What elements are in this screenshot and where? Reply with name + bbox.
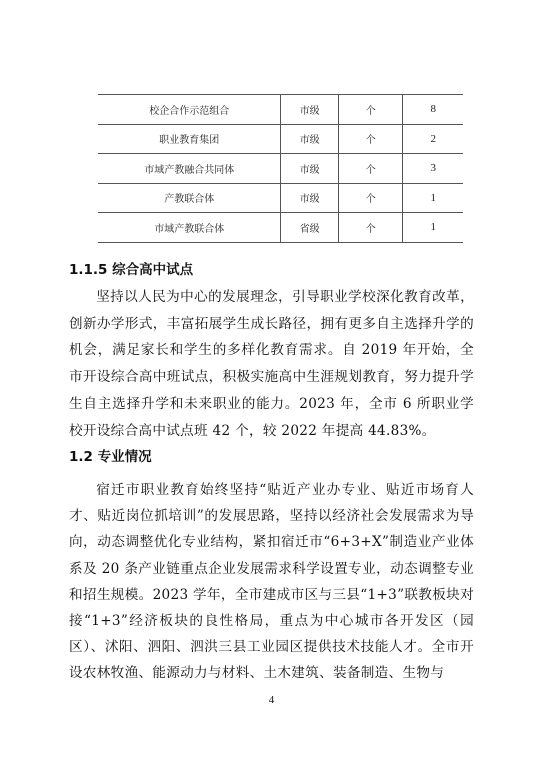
table-cell-count: 2 [403,124,463,154]
table-row [98,213,463,243]
table-cell-count: 3 [403,154,463,184]
table-cell-unit: 个 [338,154,403,184]
table-cell-level: 省级 [281,213,339,243]
section-heading: 1.1.5 综合高中试点 [69,262,194,278]
table-cell-level: 市级 [281,95,339,125]
table-row [98,183,463,213]
table-cell-name: 产教联合体 [98,183,281,213]
stats-table [98,94,463,243]
table-cell-level: 市级 [281,124,339,154]
table-cell-count: 1 [403,213,463,243]
section-heading: 1.2 专业情况 [69,449,152,465]
section-paragraph: 宿迁市职业教育始终坚持“贴近产业办专业、贴近市场育人才、贴近岗位抓培训”的发展思路，坚持以经济社会发展需求为导向，动态调整优化专业结构，紧扣宿迁市“6+3+X”制造业产业体系及 20 条产业链重点企业发展需求科学设置专业，动态调整专业和招生规模。2023 学年，全市建成市区与三县“1+3”联教板块对接“1+3”经济板块的良性格局，重点为中心城市各开发区（园区）、沭阳、泗阳、泗洪三县工业园区提供技术技能人才。全市开设农林牧渔、能源动力与材料、土木建筑、装备制造、生物与 [69,482,474,682]
table-cell-count: 8 [403,95,463,125]
table-cell-name: 校企合作示范组合 [98,95,281,125]
table-cell-unit: 个 [338,124,403,154]
table-cell-unit: 个 [338,183,403,213]
table-cell-count: 1 [403,183,463,213]
table-cell-name: 市域产教联合体 [98,213,281,243]
table-row [98,95,463,125]
table-cell-name: 职业教育集团 [98,124,281,154]
page-number: 4 [268,694,275,706]
table-cell-unit: 个 [338,95,403,125]
section-paragraph: 坚持以人民为中心的发展理念，引导职业学校深化教育改革，创新办学形式，丰富拓展学生成长路径，拥有更多自主选择升学的机会，满足家长和学生的多样化教育需求。自 2019 年开始，全市开设综合高中班试点，积极实施高中生涯规划教育，努力提升学生自主选择升学和未来职业的能力。2023 年，全市 6 所职业学校开设综合高中试点班 42 个，较 2022 年提高 44.83%。 [69,289,474,439]
table-row [98,154,463,184]
table-cell-unit: 个 [338,213,403,243]
table-cell-level: 市级 [281,183,339,213]
table-cell-name: 市域产教融合共同体 [98,154,281,184]
table-row [98,124,463,154]
table-cell-level: 市级 [281,154,339,184]
